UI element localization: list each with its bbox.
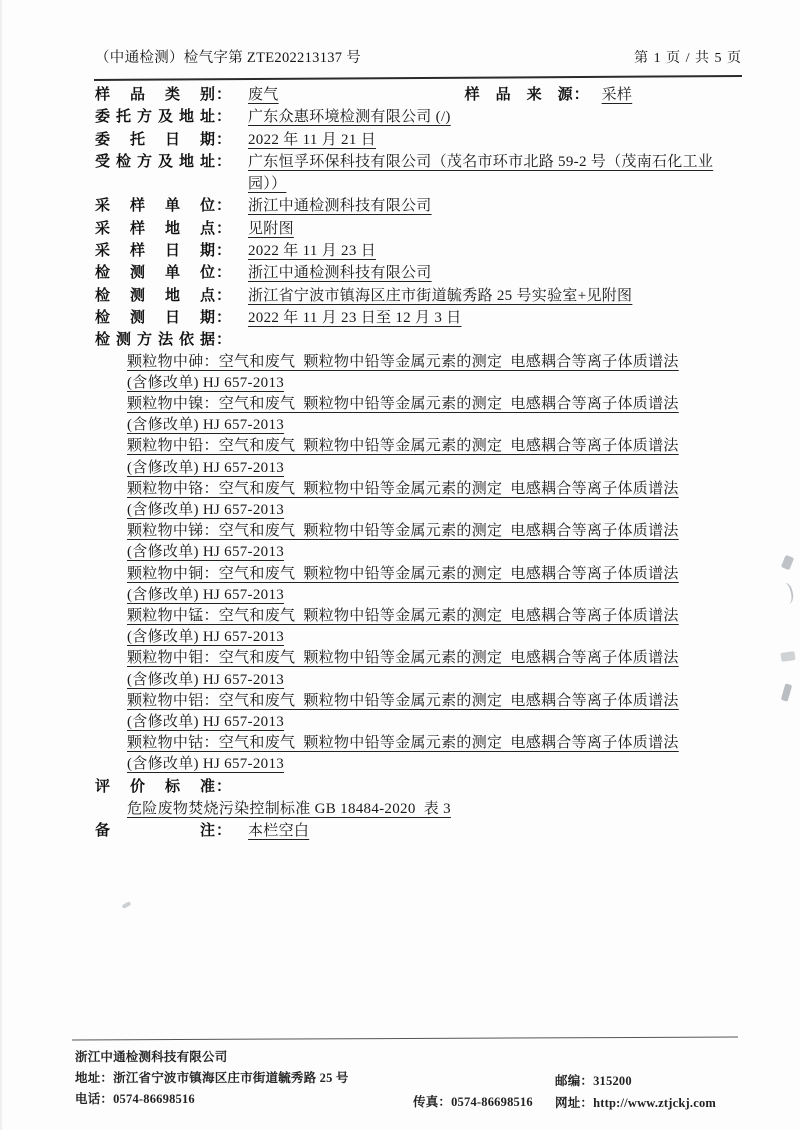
method-entry-lead [95,436,742,478]
doc-number: （中通检测）检气字第 ZTE202213137 号 [95,50,362,66]
footer-address [75,1068,349,1086]
method-entry-antimony [95,521,742,563]
label-colon: ： [438,1095,452,1109]
method-line1: 颗粒物中铬：空气和废气 颗粒物中铅等金属元素的测定 电感耦合等离子体质谱法 [127,480,679,497]
label-colon: ： [216,264,232,282]
field-row-testing-location [95,285,742,307]
footer-fax [413,1092,533,1110]
field-label: 委托日期 [95,130,215,148]
label-colon: ： [216,308,232,326]
field-row-sample-type [95,84,742,106]
method-line1: 颗粒物中镍：空气和废气 颗粒物中铅等金属元素的测定 电感耦合等离子体质谱法 [127,395,679,412]
field-row-sampling-unit [95,195,742,217]
label-colon: ： [100,1071,114,1085]
remark-label: 备注 [95,821,215,839]
evaluation-section-header [95,776,742,798]
footer-phone [75,1089,195,1107]
method-line1: 颗粒物中铅：空气和废气 颗粒物中铅等金属元素的测定 电感耦合等离子体质谱法 [127,438,679,455]
method-line1: 颗粒物中钴：空气和废气 颗粒物中铅等金属元素的测定 电感耦合等离子体质谱法 [127,735,679,752]
method-line2: (含修改单) HJ 657-2013 [127,671,285,688]
footer-address-value: 浙江省宁波市镇海区庄市街道毓秀路 25 号 [113,1071,349,1085]
method-line1: 颗粒物中钼：空气和废气 颗粒物中铅等金属元素的测定 电感耦合等离子体质谱法 [127,650,679,667]
method-entry-manganese [95,606,742,648]
field-value: 广东众惠环境检测有限公司 (/) [248,109,451,126]
label-colon: ： [580,1096,594,1110]
label-colon: ： [216,152,232,170]
method-line2: (含修改单) HJ 657-2013 [127,374,285,391]
method-entry-aluminum [95,691,742,733]
footer-phone-value: 0574-86698516 [113,1092,195,1106]
method-line1: 颗粒物中铝：空气和废气 颗粒物中铅等金属元素的测定 电感耦合等离子体质谱法 [127,692,679,709]
label-colon: ： [216,286,232,304]
footer-address-label: 地址 [75,1071,101,1085]
method-line2: (含修改单) HJ 657-2013 [127,544,285,561]
page-indicator: 第 1 页 / 共 5 页 [634,51,742,66]
field-value: 浙江中通检测科技有限公司 [248,265,432,282]
method-line2: (含修改单) HJ 657-2013 [127,459,285,476]
evaluation-standard [95,798,742,820]
field-label: 样品类别 [95,86,215,103]
scan-artifact [122,901,132,909]
method-entry-chromium [95,479,742,521]
field-label: 采样单位 [95,197,215,215]
label-colon: ： [216,130,232,148]
method-line1: 颗粒物中铜：空气和废气 颗粒物中铅等金属元素的测定 电感耦合等离子体质谱法 [127,565,679,582]
scan-artifact [776,582,796,607]
footer-website [555,1093,716,1111]
label-colon: ： [580,1074,594,1088]
field-label: 采样地点 [95,219,215,237]
scan-edge-artifact [0,0,2,1130]
footer-postcode-label: 邮编 [555,1074,581,1088]
label-colon: ： [216,242,232,260]
evaluation-value: 危险废物焚烧污染控制标准 GB 18484-2020 表 3 [127,800,451,817]
method-entry-nickel [95,394,742,436]
field-label: 检测日期 [95,308,215,326]
footer-phone-label: 电话 [75,1092,101,1106]
field-row-client [95,106,742,128]
label-colon: ： [216,86,232,103]
field-row-testing-unit [95,262,742,284]
field-value-sample-source: 采样 [601,87,633,103]
method-line2: (含修改单) HJ 657-2013 [127,586,285,603]
field-row-testing-date [95,307,742,329]
scan-artifact [780,651,795,662]
footer-website-value: http://www.ztjckj.com [593,1096,717,1110]
field-value: 2022 年 11 月 23 日至 12 月 3 日 [248,309,462,326]
field-label: 采样日期 [95,242,215,260]
footer-postcode [555,1071,632,1089]
field-value: 2022 年 11 月 23 日 [248,243,376,260]
label-colon: ： [216,108,232,126]
method-entry-arsenic [95,352,742,394]
field-row-sampling-date [95,240,742,262]
label-colon: ： [216,219,232,237]
report-body [95,84,742,842]
label-colon: ： [573,86,589,103]
method-line2: (含修改单) HJ 657-2013 [127,501,285,518]
footer-postcode-value: 315200 [593,1074,632,1088]
remark-value: 本栏空白 [248,822,310,839]
field-value: 浙江中通检测科技有限公司 [248,198,432,215]
field-value: 2022 年 11 月 21 日 [248,131,376,148]
section-label: 检测方法依据 [95,331,215,349]
footer-website-label: 网址 [555,1096,581,1110]
label-colon: ： [216,821,232,839]
method-line1: 颗粒物中砷：空气和废气 颗粒物中铅等金属元素的测定 电感耦合等离子体质谱法 [127,353,679,370]
method-line2: (含修改单) HJ 657-2013 [127,714,285,731]
field-label: 受检方及地址 [95,152,215,170]
field-value: 浙江省宁波市镇海区庄市街道毓秀路 25 号实验室+见附图 [248,287,633,304]
method-line2: (含修改单) HJ 657-2013 [127,756,285,773]
field-label: 委托方及地址 [95,108,215,126]
label-colon: ： [216,777,232,795]
remark-row [95,820,742,842]
field-value: 广东恒孚环保科技有限公司（茂名市环市北路 59-2 号（茂南石化工业园）） [248,153,714,193]
label-colon: ： [100,1092,114,1106]
field-row-inspected-party [95,151,742,196]
field-value: 见附图 [248,220,294,237]
report-footer [72,1038,738,1118]
scan-artifact [781,683,792,701]
method-line2: (含修改单) HJ 657-2013 [127,629,285,646]
footer-fax-label: 传真 [413,1095,439,1109]
report-header [95,46,742,67]
method-line1: 颗粒物中锑：空气和废气 颗粒物中铅等金属元素的测定 电感耦合等离子体质谱法 [127,523,679,540]
section-label: 评价标准 [95,777,215,795]
footer-company: 浙江中通检测科技有限公司 [75,1050,228,1064]
method-entry-copper [95,564,742,606]
field-value: 废气 [248,87,279,103]
footer-fax-value: 0574-86698516 [451,1095,533,1109]
scan-artifact [781,555,794,570]
field-label-sample-source: 样品来源 [464,86,573,103]
method-line1: 颗粒物中锰：空气和废气 颗粒物中铅等金属元素的测定 电感耦合等离子体质谱法 [127,608,679,624]
header-rule [94,75,742,81]
method-section-header [95,329,742,351]
field-label: 检测单位 [95,264,215,282]
label-colon: ： [216,331,232,349]
method-entry-cobalt [95,733,742,775]
method-line2: (含修改单) HJ 657-2013 [127,417,285,434]
label-colon: ： [216,197,232,215]
method-entry-molybdenum [95,648,742,690]
field-row-commission-date [95,129,742,151]
footer-rule [72,1037,738,1041]
field-row-sampling-location [95,218,742,240]
field-label: 检测地点 [95,286,215,304]
